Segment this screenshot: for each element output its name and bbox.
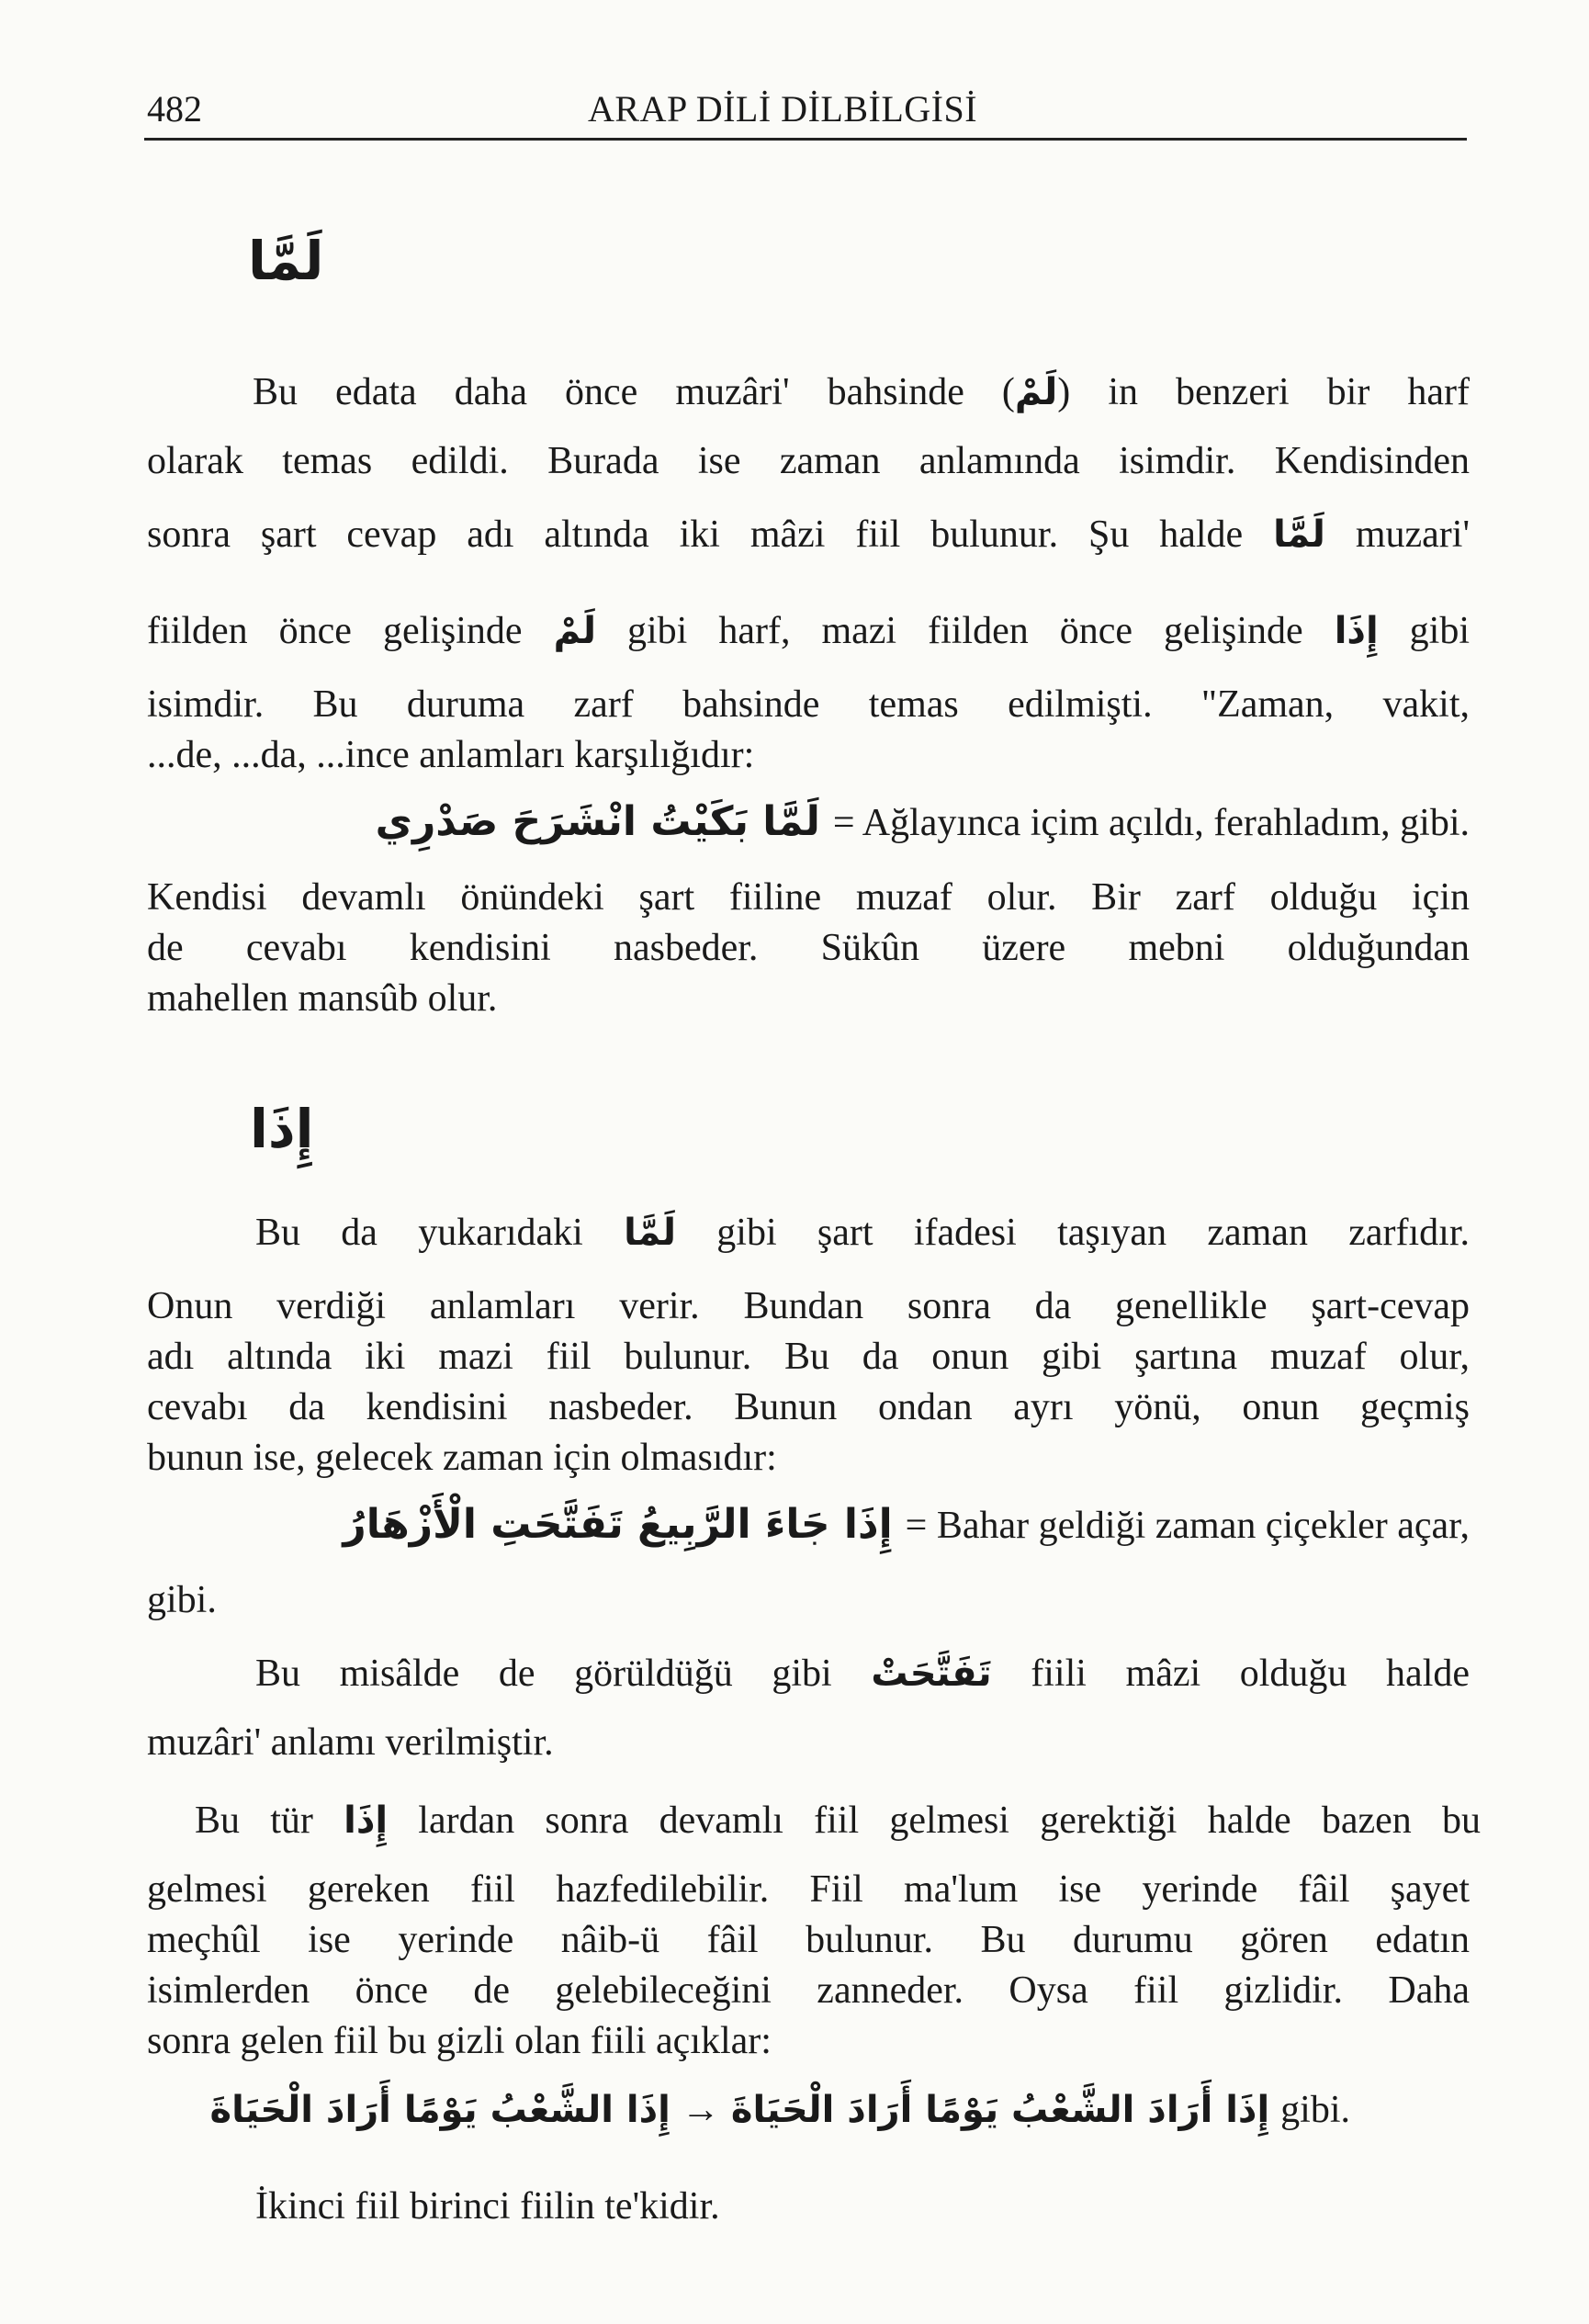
text-fragment: muzari'	[1355, 513, 1471, 556]
page-number: 482	[147, 88, 202, 130]
example-line	[147, 1500, 1470, 1551]
text-fragment: Bu misâlde de görüldüğü gibi	[255, 1653, 832, 1695]
text-fragment: sonra şart cevap adı altında iki mâzi fiil bulunur. Şu halde	[147, 513, 1244, 556]
paragraph-line: muzâri' anlamı verilmiştir.	[147, 1721, 554, 1764]
paragraph-line	[195, 1796, 1481, 1845]
text-fragment: fiili mâzi olduğu halde	[1031, 1653, 1470, 1695]
paragraph-line: gibi.	[147, 1579, 217, 1621]
paragraph-line: Kendisi devamlı önündeki şart fiiline muzaf olur. Bir zarf olduğu için	[147, 876, 1470, 919]
header-rule	[144, 138, 1467, 141]
arabic-example: إِذَا جَاءَ الرَّبِيعُ تَفَتَّحَتِ الْأَزْهَارُ	[343, 1501, 893, 1548]
text-fragment: gibi şart ifadesi taşıyan zaman zarfıdır.	[716, 1212, 1471, 1254]
arabic-example: إِذَا أَرَادَ الشَّعْبُ يَوْمًا أَرَادَ الْحَيَاةَ	[730, 2089, 1270, 2131]
arabic-word: إِذَا	[1334, 610, 1379, 652]
example-translation: = Ağlayınca içim açıldı, ferahladım, gibi.	[832, 802, 1470, 844]
text-fragment: gibi	[1409, 610, 1471, 652]
paragraph-line: meçhûl ise yerinde nâib-ü fâil bulunur. Bu durumu gören edatın	[147, 1919, 1470, 1961]
text-fragment: Bu tür	[195, 1799, 313, 1842]
paragraph-line	[253, 367, 1470, 417]
example-translation: = Bahar geldiği zaman çiçekler açar,	[905, 1505, 1470, 1547]
paragraph-line	[255, 1649, 1470, 1698]
arabic-word: إِذَا	[344, 1799, 389, 1842]
section-heading-lamma: لَمَّا	[248, 230, 324, 292]
paragraph-line: ...de, ...da, ...ince anlamları karşılığıdır:	[147, 734, 755, 776]
text-fragment: ) in benzeri bir harf	[1057, 371, 1470, 413]
paragraph-line: Onun verdiği anlamları verir. Bundan sonra da genellikle şart-cevap	[147, 1285, 1470, 1327]
arabic-word: لَمَّا	[1273, 513, 1325, 556]
paragraph-line: İkinci fiil birinci fiilin te'kidir.	[255, 2185, 720, 2228]
paragraph-line: bunun ise, gelecek zaman için olmasıdır:	[147, 1437, 777, 1479]
arabic-word: لَمْ	[1014, 371, 1058, 413]
arabic-example: لَمَّا بَكَيْتُ انْشَرَحَ صَدْرِي	[375, 798, 820, 845]
running-header-title: ARAP DİLİ DİLBİLGİSİ	[588, 88, 978, 130]
example-line	[184, 2085, 1350, 2135]
paragraph-line: isimdir. Bu duruma zarf bahsinde temas edilmişti. "Zaman, vakit,	[147, 683, 1470, 726]
arrow-icon: →	[681, 2089, 720, 2131]
paragraph-line: sonra gelen fiil bu gizli olan fiili açıklar:	[147, 2020, 772, 2062]
paragraph-line: cevabı da kendisini nasbeder. Bunun ondan ayrı yönü, onun geçmiş	[147, 1386, 1470, 1428]
paragraph-line: adı altında iki mazi fiil bulunur. Bu da onun gibi şartına muzaf olur,	[147, 1336, 1470, 1378]
paragraph-line: de cevabı kendisini nasbeder. Sükûn üzere mebni olduğundan	[147, 927, 1470, 969]
paragraph-line: isimlerden önce de gelebileceğini zanneder. Oysa fiil gizlidir. Daha	[147, 1969, 1470, 2012]
paragraph-line	[255, 1208, 1470, 1258]
arabic-word: لَمَّا	[624, 1212, 676, 1254]
section-heading-iza: إِذَا	[250, 1098, 314, 1160]
arabic-word: لَمْ	[553, 610, 596, 652]
text-fragment: fiilden önce gelişinde	[147, 610, 523, 652]
arabic-word: تَفَتَّحَتْ	[871, 1653, 992, 1695]
text-fragment: lardan sonra devamlı fiil gelmesi gerektiği halde bazen bu	[418, 1799, 1482, 1842]
paragraph-line: olarak temas edildi. Burada ise zaman anlamında isimdir. Kendisinden	[147, 440, 1470, 482]
text-fragment: Bu edata daha önce muzâri' bahsinde (	[253, 371, 1015, 413]
paragraph-line: gelmesi gereken fiil hazfedilebilir. Fiil ma'lum ise yerinde fâil şayet	[147, 1868, 1470, 1911]
text-fragment: gibi harf, mazi fiilden önce gelişinde	[627, 610, 1303, 652]
paragraph-line: mahellen mansûb olur.	[147, 977, 498, 1020]
paragraph-line	[147, 510, 1470, 559]
example-line	[147, 797, 1470, 848]
text-fragment: gibi.	[1280, 2089, 1350, 2131]
paragraph-line	[147, 606, 1470, 656]
arabic-example: إِذَا الشَّعْبُ يَوْمًا أَرَادَ الْحَيَاةَ	[209, 2089, 671, 2131]
text-fragment: Bu da yukarıdaki	[255, 1212, 583, 1254]
